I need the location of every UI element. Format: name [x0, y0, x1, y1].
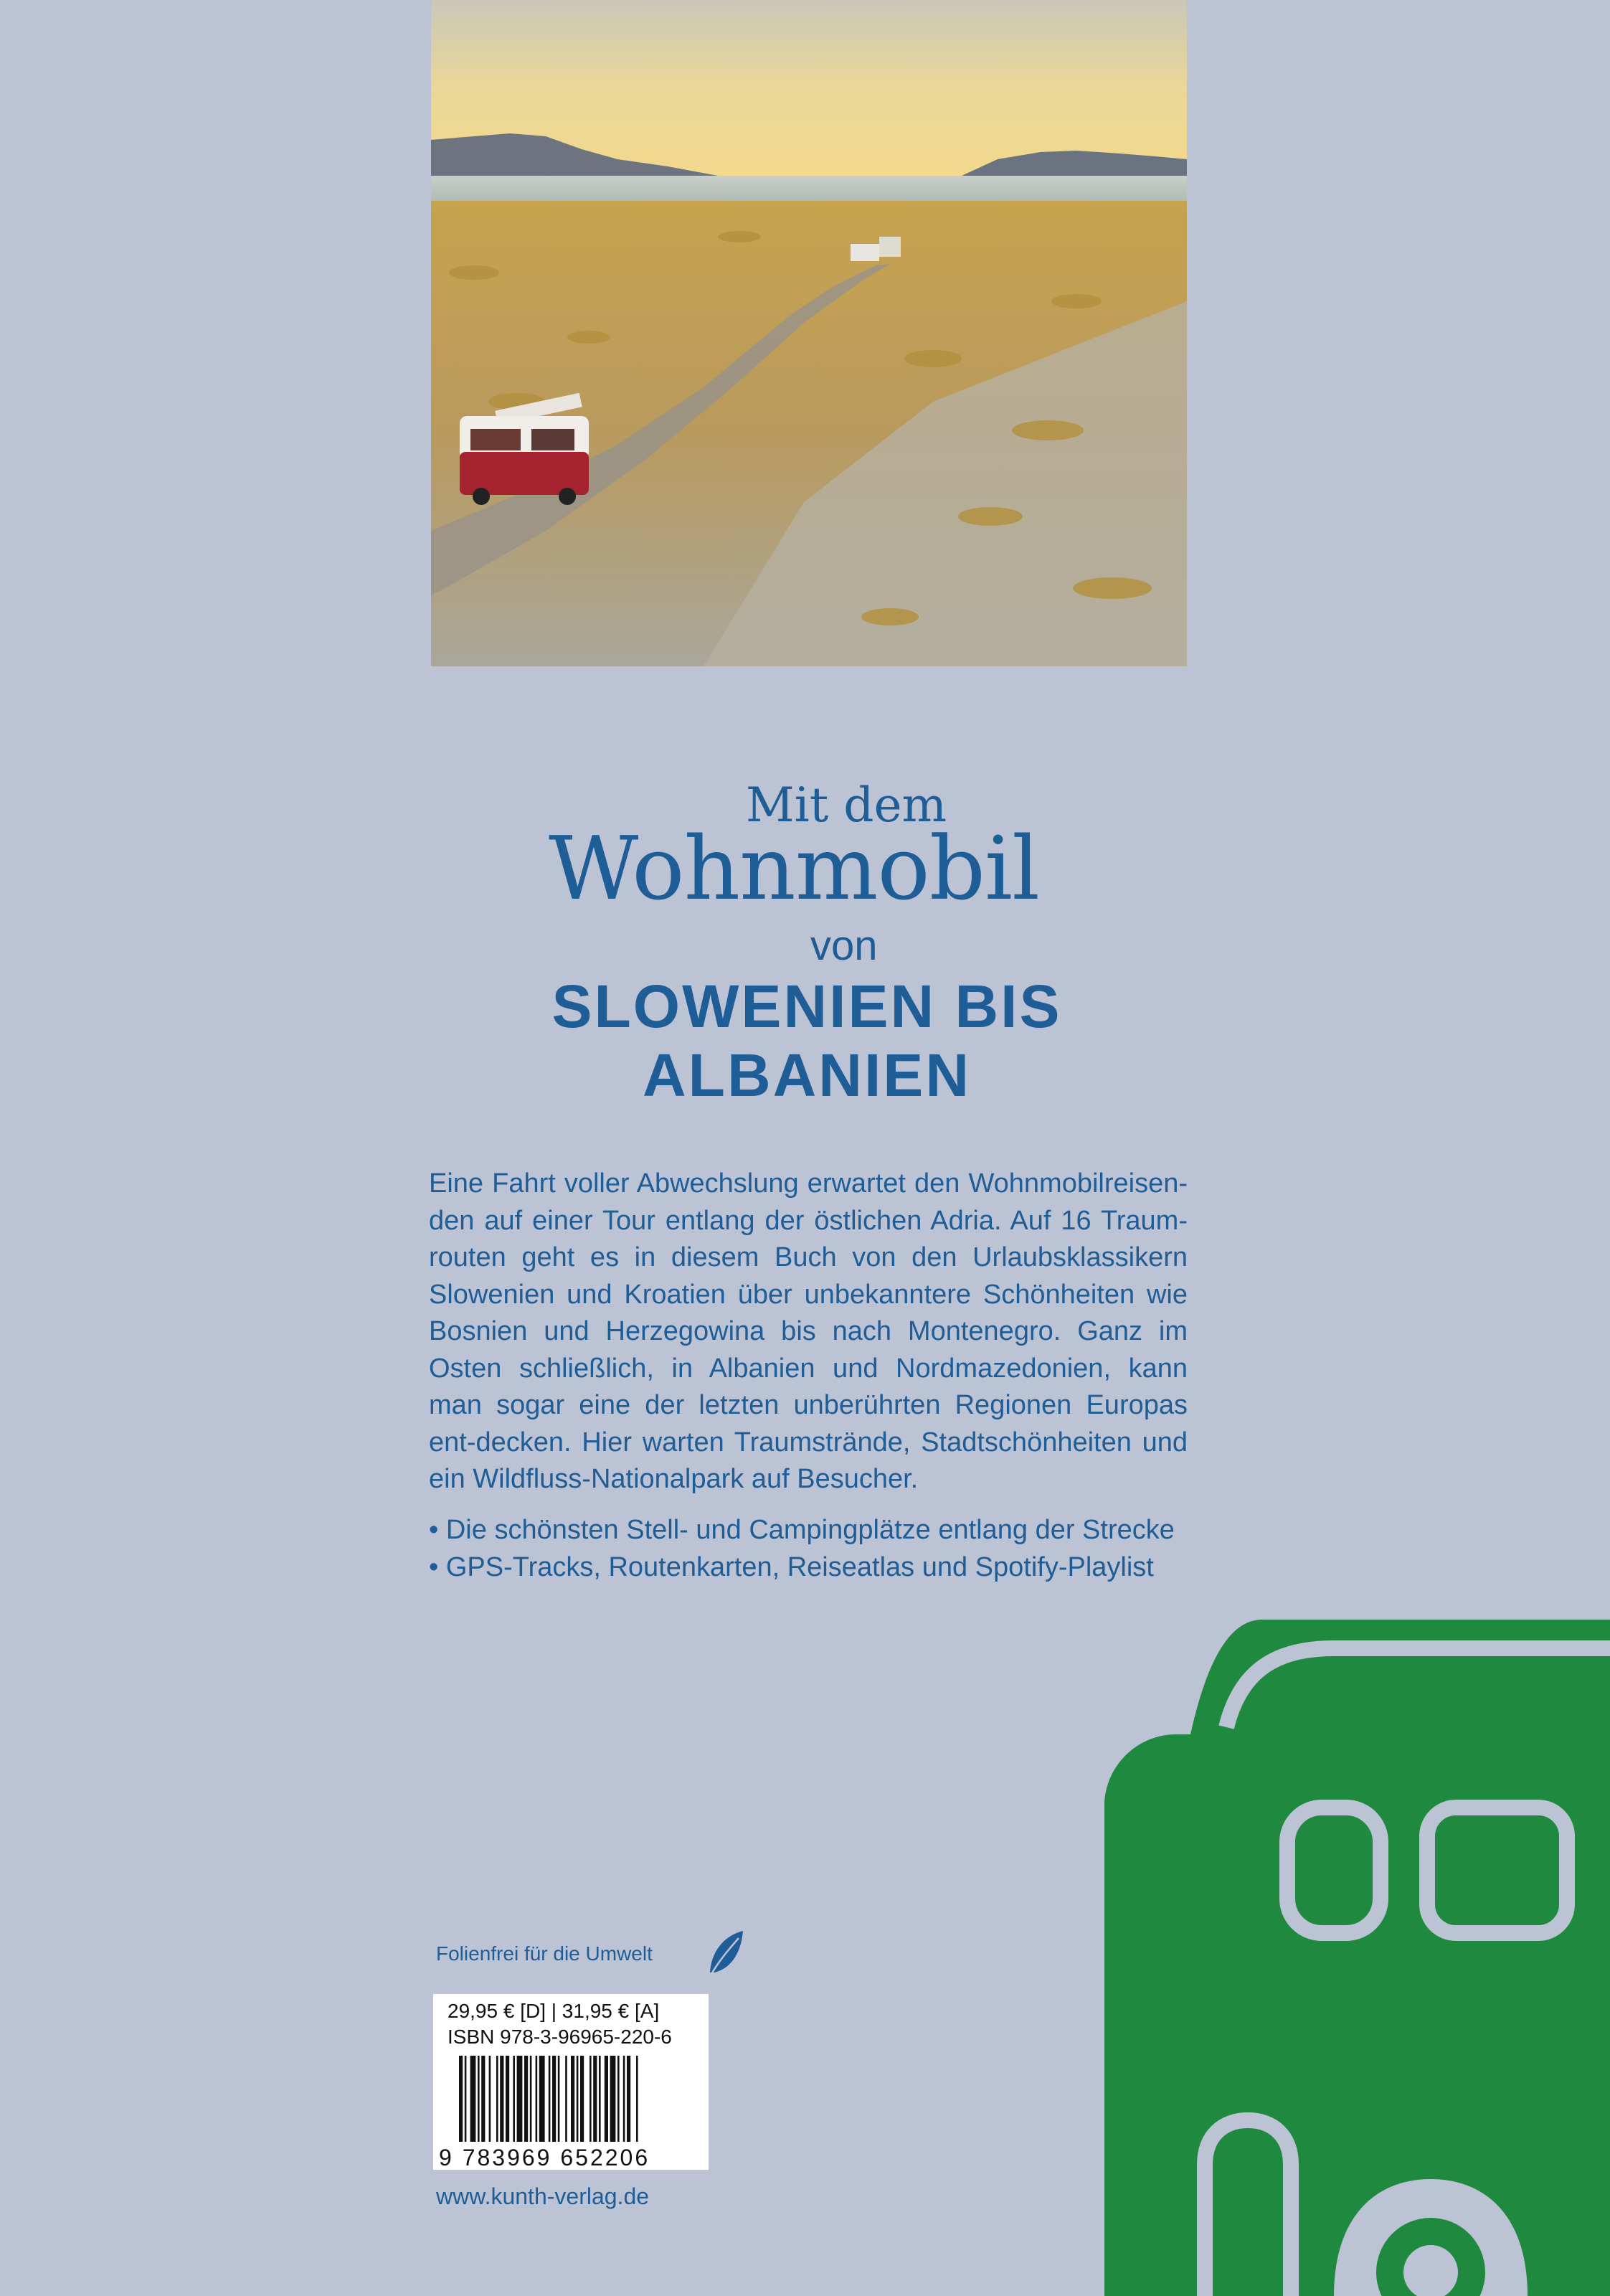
- barcode: [459, 2056, 696, 2142]
- title-destination: [430, 972, 1183, 1110]
- barcode-bar: [513, 2056, 515, 2142]
- barcode-bar: [571, 2056, 574, 2142]
- title-line-von: von: [810, 922, 878, 969]
- barcode-bar: [536, 2056, 538, 2142]
- description-text: Eine Fahrt voller Abwechslung erwartet den Wohnmobilreisen-den auf einer Tour entlang der östlichen Adria. Auf 16 Traum-routen geht es in diesem Buch von den Urlaubsklassikern Slowenien und Kroatien über unbekanntere Schönheiten wie Bosnien und Herzegowina bis nach Montenegro. Ganz im Osten schließlich, in Albanien und Nordmazedonien, kann man sogar eine der letzten unberührten Regionen Europas ent-decken. Hier warten Traumstrände, Stadtschönheiten und ein Wildfluss-Nationalpark auf Besucher.: [429, 1168, 1188, 1494]
- isbn-label: ISBN 978-3-96965-220-6: [448, 2026, 672, 2048]
- barcode-bar: [517, 2056, 523, 2142]
- barcode-bar: [552, 2056, 556, 2142]
- barcode-bar: [589, 2056, 592, 2142]
- barcode-box: [433, 1994, 709, 2170]
- barcode-bar: [530, 2056, 532, 2142]
- barcode-bar: [593, 2056, 597, 2142]
- leaf-icon: [704, 1928, 747, 1978]
- barcode-bar: [627, 2056, 630, 2142]
- barcode-bar: [623, 2056, 625, 2142]
- barcode-bar: [470, 2056, 476, 2142]
- feature-item: • GPS-Tracks, Routenkarten, Reiseatlas und Spotify-Playlist: [429, 1552, 1154, 1582]
- barcode-bar: [577, 2056, 579, 2142]
- barcode-bar: [580, 2056, 584, 2142]
- barcode-bar: [610, 2056, 616, 2142]
- barcode-bar: [496, 2056, 498, 2142]
- title-line-wohnmobil: Wohnmobil: [549, 818, 1039, 920]
- barcode-bar: [617, 2056, 620, 2142]
- camper-bus-icon: [1104, 1620, 1610, 2296]
- publisher-website: www.kunth-verlag.de: [436, 2183, 650, 2209]
- barcode-bar: [478, 2056, 480, 2142]
- barcode-bar: [465, 2056, 467, 2142]
- barcode-bar: [524, 2056, 528, 2142]
- barcode-bar: [565, 2056, 567, 2142]
- barcode-bar: [599, 2056, 601, 2142]
- barcode-bar: [558, 2056, 560, 2142]
- eco-label: Folienfrei für die Umwelt: [436, 1942, 653, 1965]
- barcode-number: 9 783969 652206: [439, 2145, 650, 2170]
- barcode-bar: [539, 2056, 545, 2142]
- title-line-mit-dem: Mit dem: [746, 778, 947, 833]
- cover-photo: [431, 0, 1187, 666]
- barcode-bar: [605, 2056, 608, 2142]
- barcode-bar: [489, 2056, 491, 2142]
- feature-item: • Die schönsten Stell- und Campingplätze entlang der Strecke: [429, 1515, 1175, 1545]
- price-label: 29,95 € [D] | 31,95 € [A]: [448, 2000, 660, 2022]
- title-line-slowenien: SLOWENIEN BIS: [551, 973, 1062, 1040]
- barcode-bar: [481, 2056, 485, 2142]
- barcode-bar: [636, 2056, 638, 2142]
- barcode-bar: [459, 2056, 463, 2142]
- barcode-bar: [549, 2056, 551, 2142]
- barcode-bar: [506, 2056, 509, 2142]
- feature-list: [429, 1511, 1196, 1586]
- barcode-bar: [500, 2056, 503, 2142]
- title-line-albanien: ALBANIEN: [643, 1041, 971, 1109]
